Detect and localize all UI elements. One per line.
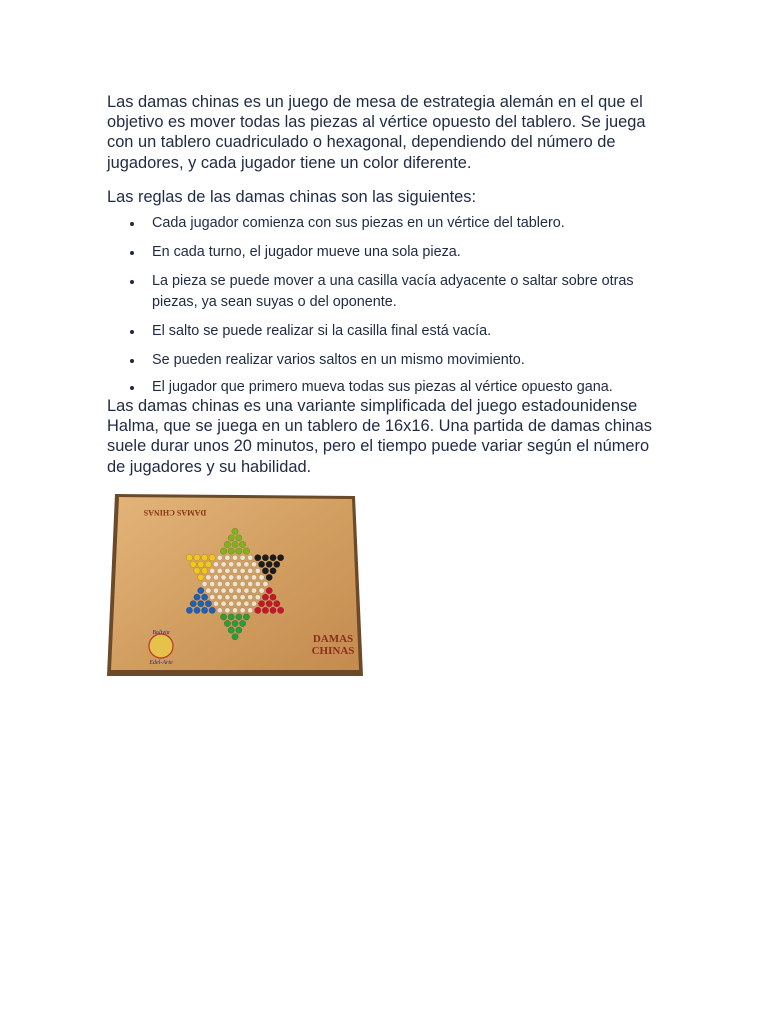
marble bbox=[236, 548, 242, 554]
marble bbox=[236, 614, 242, 620]
marble bbox=[270, 568, 276, 574]
board-hole bbox=[202, 581, 207, 586]
marble bbox=[232, 634, 238, 640]
marble bbox=[270, 594, 276, 600]
board-hole bbox=[236, 562, 241, 567]
rules-list bbox=[107, 213, 667, 396]
marble bbox=[201, 594, 207, 600]
marble bbox=[198, 587, 204, 593]
board-hole bbox=[217, 581, 222, 586]
marble bbox=[232, 541, 238, 547]
rules-intro: Las reglas de las damas chinas son las siguientes: bbox=[107, 187, 476, 206]
board-hole bbox=[251, 575, 256, 580]
marble bbox=[270, 607, 276, 613]
marble bbox=[262, 568, 268, 574]
board-hole bbox=[217, 568, 222, 573]
board-hole bbox=[251, 601, 256, 606]
list-item: En cada turno, el jugador mueve una sola pieza. bbox=[152, 242, 667, 263]
list-item: El jugador que primero mueva todas sus piezas al vértice opuesto gana. bbox=[152, 379, 667, 396]
board-hole bbox=[225, 555, 230, 560]
list-item: Se pueden realizar varios saltos en un mismo movimiento. bbox=[152, 350, 667, 371]
board-hole bbox=[248, 568, 253, 573]
marble bbox=[228, 627, 234, 633]
marble bbox=[186, 607, 192, 613]
board-hole bbox=[225, 568, 230, 573]
marble bbox=[224, 620, 230, 626]
marble bbox=[274, 601, 280, 607]
list-item: La pieza se puede mover a una casilla vacía adyacente o saltar sobre otras piezas, ya sean suyas o del oponente. bbox=[152, 271, 667, 313]
marble bbox=[262, 607, 268, 613]
board-hole bbox=[210, 595, 215, 600]
marble bbox=[228, 548, 234, 554]
board-hole bbox=[217, 595, 222, 600]
brand-line1: Bolivia bbox=[152, 630, 170, 636]
board-hole bbox=[232, 595, 237, 600]
board-hole bbox=[236, 601, 241, 606]
marble bbox=[243, 548, 249, 554]
marble bbox=[209, 607, 215, 613]
chinese-checkers-board-image bbox=[107, 494, 363, 676]
marble bbox=[274, 561, 280, 567]
marble bbox=[194, 594, 200, 600]
board-hole bbox=[210, 581, 215, 586]
brand-logo-icon bbox=[149, 634, 173, 658]
marble bbox=[190, 601, 196, 607]
board-hole bbox=[259, 588, 264, 593]
board-hole bbox=[248, 581, 253, 586]
board-photo bbox=[107, 494, 363, 676]
board-title-bottom-line2: CHINAS bbox=[311, 645, 355, 657]
marble bbox=[201, 555, 207, 561]
marble bbox=[277, 607, 283, 613]
marble bbox=[228, 535, 234, 541]
board-hole bbox=[244, 562, 249, 567]
board-hole bbox=[240, 555, 245, 560]
marble bbox=[255, 555, 261, 561]
marble bbox=[258, 561, 264, 567]
board-hole bbox=[232, 568, 237, 573]
board-hole bbox=[217, 555, 222, 560]
marble bbox=[262, 594, 268, 600]
board-hole bbox=[255, 568, 260, 573]
marble bbox=[190, 561, 196, 567]
board-hole bbox=[225, 581, 230, 586]
board-title-bottom-line1: DAMAS bbox=[312, 633, 354, 645]
board-hole bbox=[232, 555, 237, 560]
marble bbox=[205, 561, 211, 567]
marble bbox=[194, 568, 200, 574]
board-hole bbox=[251, 562, 256, 567]
marble bbox=[224, 541, 230, 547]
board-hole bbox=[240, 568, 245, 573]
list-item: El salto se puede realizar si la casilla final está vacía. bbox=[152, 321, 667, 342]
marble bbox=[262, 555, 268, 561]
marble bbox=[239, 541, 245, 547]
board-hole bbox=[213, 588, 218, 593]
board-hole bbox=[213, 601, 218, 606]
board-hole bbox=[240, 608, 245, 613]
marble bbox=[228, 614, 234, 620]
board-hole bbox=[240, 595, 245, 600]
board-title-top: DAMAS CHINAS bbox=[143, 508, 207, 517]
board-hole bbox=[229, 575, 234, 580]
marble bbox=[236, 535, 242, 541]
marble bbox=[232, 528, 238, 534]
board-hole bbox=[213, 562, 218, 567]
marble bbox=[243, 614, 249, 620]
board-hole bbox=[244, 601, 249, 606]
marble bbox=[194, 555, 200, 561]
board-hole bbox=[259, 575, 264, 580]
board-hole bbox=[206, 575, 211, 580]
marble bbox=[209, 555, 215, 561]
board-hole bbox=[229, 562, 234, 567]
marble bbox=[205, 601, 211, 607]
document-body bbox=[107, 92, 667, 477]
marble bbox=[201, 607, 207, 613]
marble bbox=[255, 607, 261, 613]
board-hole bbox=[251, 588, 256, 593]
board-hole bbox=[263, 581, 268, 586]
marble bbox=[258, 601, 264, 607]
marble bbox=[277, 555, 283, 561]
board-hole bbox=[236, 588, 241, 593]
list-item: Cada jugador comienza con sus piezas en un vértice del tablero. bbox=[152, 213, 667, 234]
board-hole bbox=[248, 608, 253, 613]
marble bbox=[198, 561, 204, 567]
intro-paragraph: Las damas chinas es un juego de mesa de estrategia alemán en el que el objetivo es mover todas las piezas al vértice opuesto del tablero. Se juega con un tablero cuadriculado o hexagonal, dependiendo del número de jugadores, y cada jugador tiene un color diferente. bbox=[107, 93, 646, 172]
board-hole bbox=[229, 588, 234, 593]
halma-paragraph: Las damas chinas es una variante simplificada del juego estadounidense Halma, que se juega en un tablero de 16x16. Una partida de damas chinas suele durar unos 20 minutos, pero el tiempo puede variar según el número de jugadores y su habilidad. bbox=[107, 397, 652, 476]
board-hole bbox=[232, 581, 237, 586]
board-hole bbox=[221, 562, 226, 567]
board-hole bbox=[225, 595, 230, 600]
marble bbox=[194, 607, 200, 613]
board-hole bbox=[232, 608, 237, 613]
board-hole bbox=[248, 595, 253, 600]
board-hole bbox=[244, 588, 249, 593]
board-hole bbox=[255, 581, 260, 586]
board-hole bbox=[206, 588, 211, 593]
marble bbox=[266, 574, 272, 580]
marble bbox=[239, 620, 245, 626]
marble bbox=[266, 587, 272, 593]
marble bbox=[201, 568, 207, 574]
marble bbox=[236, 627, 242, 633]
brand-line2: Edel-Arte bbox=[149, 660, 173, 666]
board-hole bbox=[248, 555, 253, 560]
board-hole bbox=[221, 588, 226, 593]
marble bbox=[198, 601, 204, 607]
marble bbox=[266, 601, 272, 607]
marble bbox=[270, 555, 276, 561]
marble bbox=[220, 614, 226, 620]
board-hole bbox=[221, 575, 226, 580]
marble bbox=[266, 561, 272, 567]
marble bbox=[198, 574, 204, 580]
marble bbox=[186, 555, 192, 561]
board-hole bbox=[217, 608, 222, 613]
marble bbox=[232, 620, 238, 626]
board-hole bbox=[229, 601, 234, 606]
marble bbox=[220, 548, 226, 554]
board-hole bbox=[236, 575, 241, 580]
board-hole bbox=[225, 608, 230, 613]
board-hole bbox=[210, 568, 215, 573]
board-hole bbox=[240, 581, 245, 586]
board-hole bbox=[255, 595, 260, 600]
board-hole bbox=[244, 575, 249, 580]
board-hole bbox=[221, 601, 226, 606]
board-hole bbox=[213, 575, 218, 580]
